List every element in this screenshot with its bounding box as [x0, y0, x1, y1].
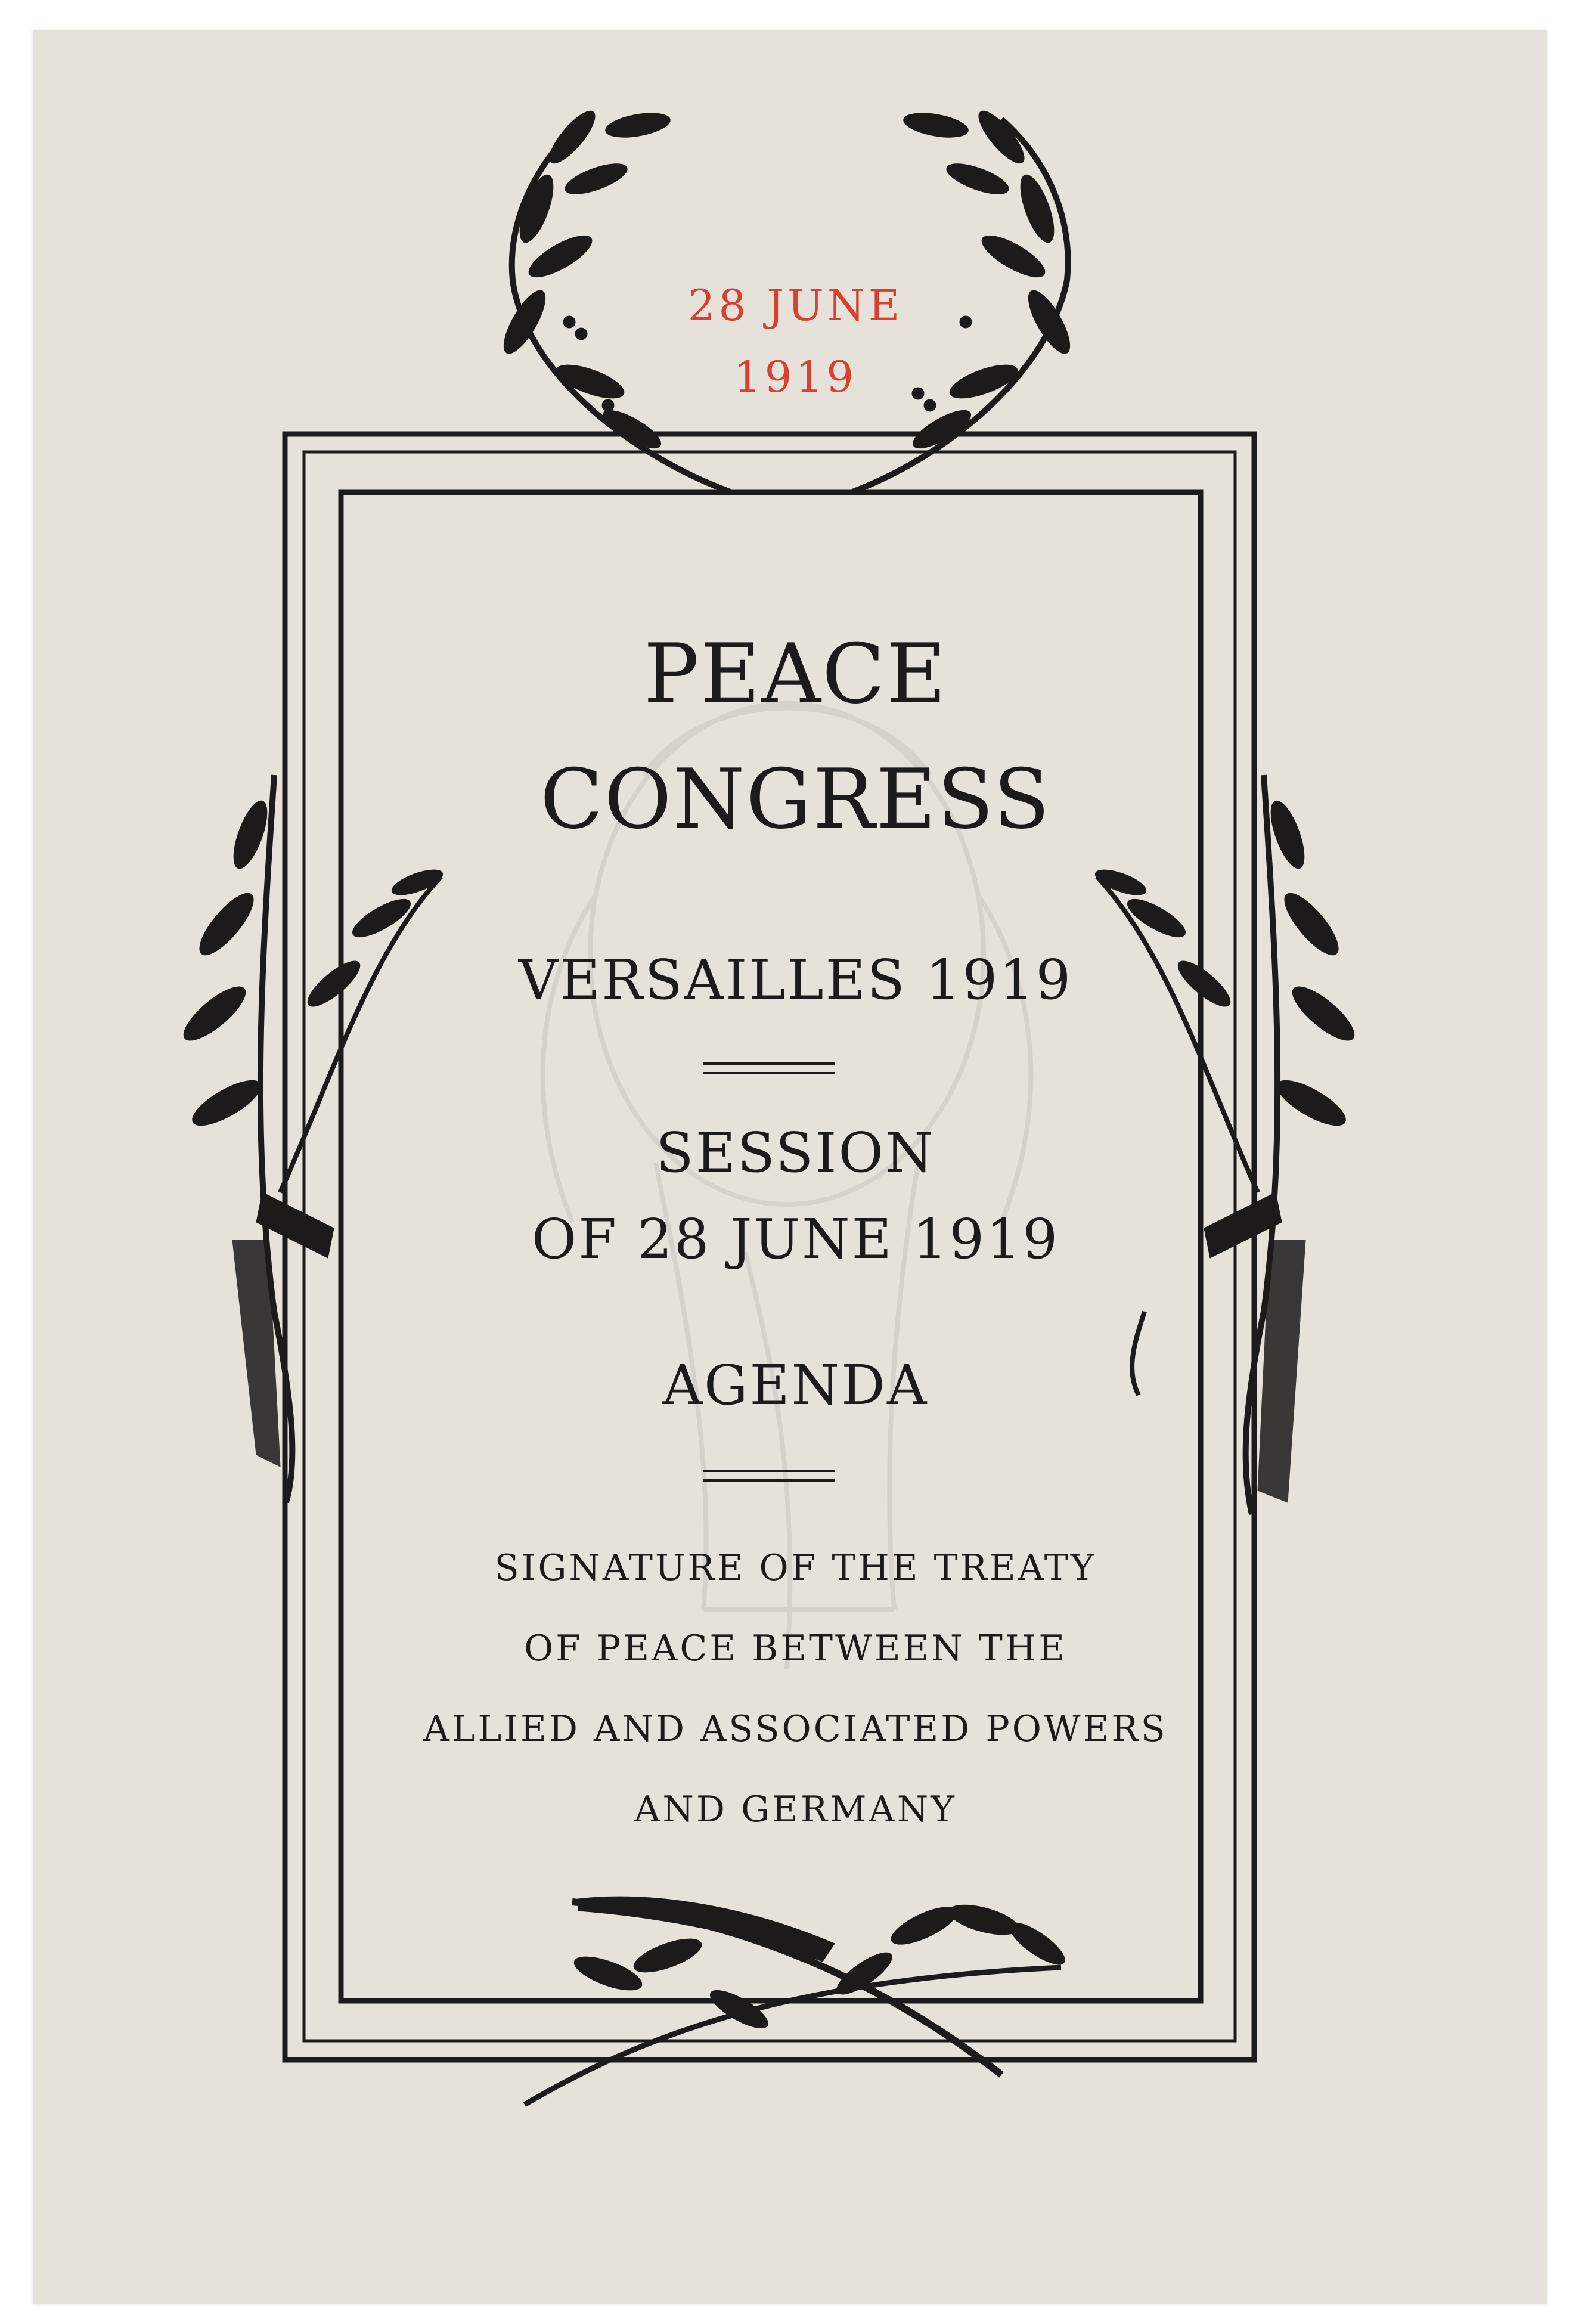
agenda-line-4: AND GERMANY: [634, 1789, 957, 1830]
agenda-line-3: ALLIED AND ASSOCIATED POWERS: [423, 1708, 1168, 1750]
header-date-month: 28 JUNE: [687, 280, 904, 330]
title-line-1: PEACE: [643, 626, 948, 722]
divider-rule-2: [703, 1470, 835, 1482]
title-line-2: CONGRESS: [539, 751, 1051, 847]
agenda-line-2: OF PEACE BETWEEN THE: [523, 1628, 1068, 1669]
session-line-1: SESSION: [656, 1121, 935, 1185]
watermark-figure-illustration: [543, 704, 1031, 1669]
divider-rule-1: [703, 1062, 835, 1074]
agenda-heading: AGENDA: [662, 1353, 929, 1417]
place-heading: VERSAILLES 1919: [518, 948, 1073, 1012]
session-line-2: OF 28 JUNE 1919: [531, 1207, 1060, 1271]
agenda-line-1: SIGNATURE OF THE TREATY: [494, 1547, 1097, 1589]
header-date-year: 1919: [733, 352, 858, 402]
